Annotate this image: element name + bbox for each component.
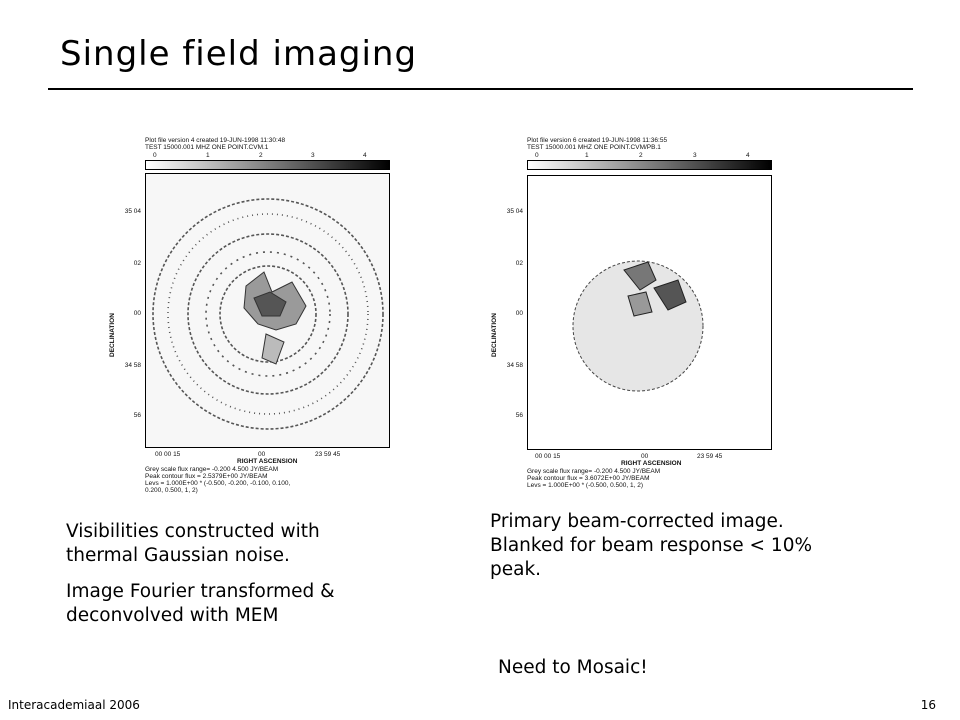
left-y-tick: 02 [133,260,141,267]
right-x-tick: 00 00 15 [535,453,561,460]
left-y-tick: 56 [133,412,141,419]
wedge-tick: 4 [746,152,750,159]
right-y-tick: 56 [515,412,523,419]
right-plot-footer-line: Levs = 1.000E+00 * (-0.500, 0.500, 1, 2) [527,482,643,489]
left-y-axis-title: DECLINATION [109,313,116,357]
right-y-tick: 34 58 [506,362,523,369]
wedge-tick: 2 [639,152,643,159]
left-x-axis-title: RIGHT ASCENSION [237,458,298,465]
left-x-tick: 00 [258,451,266,458]
left-contour-map [146,174,390,448]
right-radio-image [491,137,772,492]
slide-title: Single field imaging [60,34,418,74]
right-plot-header-line: Plot file version 6 created 19-JUN-1998 11:36:55 [527,137,668,144]
left-y-tick: 35 04 [124,208,141,215]
wedge-tick: 0 [535,152,539,159]
right-plot-header-line: TEST 15000.001 MHZ ONE POINT.CVM/PB.1 [527,144,661,151]
left-plot-header [145,137,285,151]
left-caption-line: Image Fourier transformed & deconvolved with MEM [66,581,335,626]
right-y-tick: 00 [515,310,523,317]
left-grey-scale-wedge [145,160,390,170]
left-y-tick: 00 [133,310,141,317]
wedge-tick: 3 [693,152,697,159]
left-plot-header-line: Plot file version 4 created 19-JUN-1998 11:30:48 [145,137,286,144]
right-plot-footer-line: Peak contour flux = 3.6072E+00 JY/BEAM [527,475,650,482]
left-plot-footer [145,466,290,494]
right-image-frame [527,175,772,450]
left-plot-header-line: TEST 15000.001 MHZ ONE POINT.CVM.1 [145,144,269,151]
left-plot-footer-line: 0.200, 0.500, 1, 2) [145,487,198,494]
mosaic-note: Need to Mosaic! [498,657,648,678]
left-plot-footer-line: Grey scale flux range= -0.200 4.500 JY/BEAM [145,466,279,473]
right-y-axis-title: DECLINATION [491,313,498,357]
right-y-tick: 35 04 [506,208,523,215]
left-caption-line: Visibilities constructed with thermal Gaussian noise. [66,521,320,566]
wedge-tick: 2 [259,152,263,159]
wedge-tick: 1 [206,152,210,159]
left-plot-footer-line: Levs = 1.000E+00 * (-0.500, -0.200, -0.100, 0.100, [145,480,291,487]
left-x-tick: 23 59 45 [315,451,341,458]
wedge-tick: 4 [363,152,367,159]
right-x-tick: 23 59 45 [697,453,723,460]
title-divider [48,88,913,90]
right-plot-footer-line: Grey scale flux range= -0.200 4.500 JY/BEAM [527,468,661,475]
right-plot-header [527,137,667,151]
right-grey-scale-wedge [527,160,772,170]
left-plot-footer-line: Peak contour flux = 2.5379E+00 JY/BEAM [145,473,268,480]
left-y-tick: 34 58 [124,362,141,369]
right-x-axis-title: RIGHT ASCENSION [621,460,682,467]
left-x-tick: 00 00 15 [155,451,181,458]
wedge-tick: 0 [153,152,157,159]
right-y-tick: 02 [515,260,523,267]
left-image-frame [145,173,390,448]
wedge-tick: 3 [311,152,315,159]
wedge-tick: 1 [585,152,589,159]
right-caption-text: Primary beam-corrected image. Blanked for beam response < 10% peak. [490,511,813,580]
left-radio-image [109,137,390,497]
page-number: 16 [920,698,936,712]
left-caption [66,520,396,640]
right-plot-footer [527,468,660,489]
footer-event: Interacademiaal 2006 [8,698,140,712]
right-contour-map [528,176,772,450]
right-x-tick: 00 [641,453,649,460]
right-caption [490,510,860,594]
